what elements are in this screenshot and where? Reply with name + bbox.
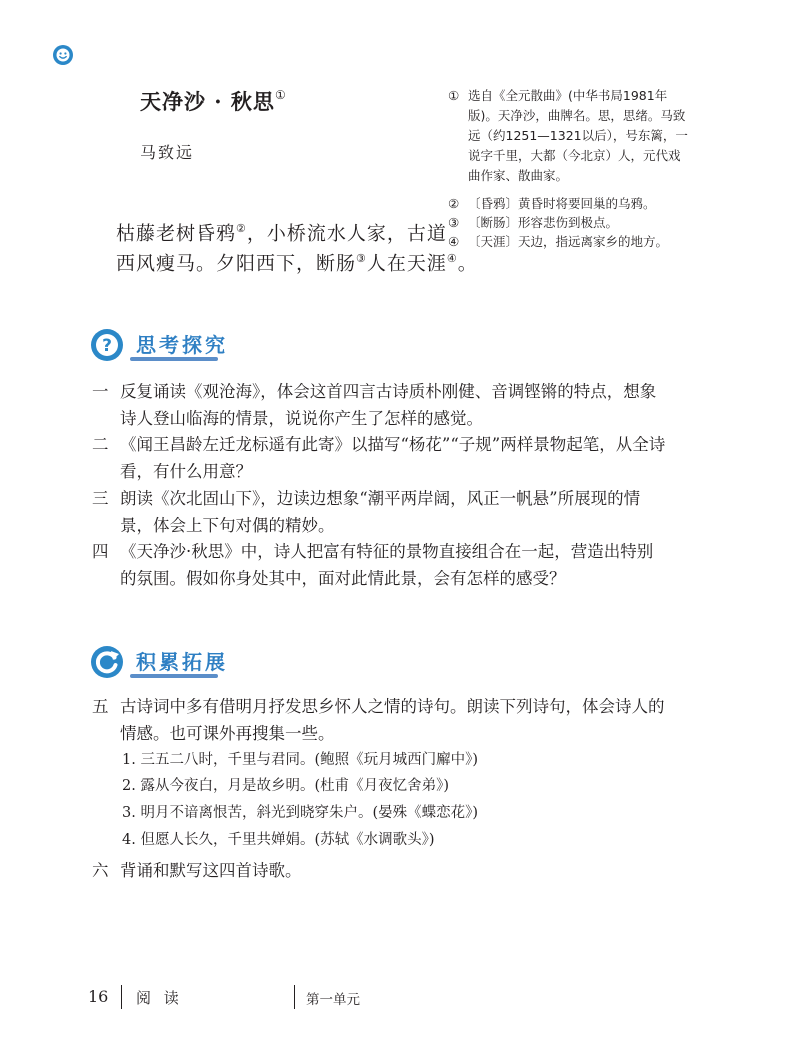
poem-title: 天净沙 · 秋思① xyxy=(140,88,287,114)
footnote-text: 〔天涯〕天边，指远离家乡的地方。 xyxy=(468,234,669,249)
footer-divider xyxy=(121,985,122,1009)
refresh-arrow-icon xyxy=(90,645,124,679)
smiley-icon xyxy=(52,44,74,66)
question-circle-icon xyxy=(90,328,124,362)
poem-quote-item: 1. 三五二八时，千里与君同。(鲍照《玩月城西门廨中》) xyxy=(122,752,479,768)
poem-author: 马致远 xyxy=(140,143,195,162)
poem-line: 西风瘦马。夕阳西下，断肠③人在天涯④。 xyxy=(116,252,478,275)
question-text: 《天净沙·秋思》中，诗人把富有特征的景物直接组合在一起，营造出特别的氛围。假如你身处其中，面对此情此景，会有怎样的感受？ xyxy=(120,542,654,588)
question-item xyxy=(92,431,672,485)
question-item xyxy=(92,538,672,592)
footnote-text: 〔昏鸦〕黄昏时将要回巢的乌鸦。 xyxy=(468,196,656,211)
page-number: 16 xyxy=(88,987,109,1006)
question-number: 二 xyxy=(92,435,109,454)
footnote-ref-4: ④ xyxy=(446,252,458,265)
footnote-ref-3: ③ xyxy=(356,252,367,265)
footnote: ④ 〔天涯〕天边，指远离家乡的地方。 xyxy=(448,232,688,252)
footnote-text: 选自《全元散曲》(中华书局1981年版)。天净沙，曲牌名。思，思绪。马致远（约1251—1321以后），号东篱，一说字千里，大都（今北京）人，元代戏曲作家、散曲家。 xyxy=(468,88,688,183)
footnote: ① 选自《全元散曲》(中华书局1981年版)。天净沙，曲牌名。思，思绪。马致远（约1251—1321以后），号东篱，一说字千里，大都（今北京）人，元代戏曲作家、散曲家。 xyxy=(448,86,688,196)
section-title-explore: 思考探究 xyxy=(136,333,228,357)
question-text: 《闻王昌龄左迁龙标遥有此寄》以描写“杨花”“子规”两样景物起笔，从全诗看，有什么用意？ xyxy=(120,435,666,481)
svg-text:?: ? xyxy=(102,336,112,356)
question-number: 六 xyxy=(92,861,109,880)
question-item xyxy=(92,378,672,432)
poem-quote-item: 4. 但愿人长久，千里共婵娟。(苏轼《水调歌头》) xyxy=(122,832,435,848)
footnote: ③ 〔断肠〕形容悲伤到极点。 xyxy=(448,213,688,233)
section-underline xyxy=(130,674,218,678)
question-item xyxy=(92,857,672,884)
footer-divider xyxy=(294,985,295,1009)
poem-line: 枯藤老树昏鸦②，小桥流水人家，古道 xyxy=(116,222,447,245)
question-text: 朗读《次北固山下》，边读边想象“潮平两岸阔，风正一帆悬”所展现的情景，体会上下句对偶的精妙。 xyxy=(120,489,641,535)
question-number: 三 xyxy=(92,489,109,508)
footnote-ref-1: ① xyxy=(274,88,287,102)
question-number: 五 xyxy=(92,697,109,716)
section-underline xyxy=(130,357,218,361)
question-number: 一 xyxy=(92,382,109,401)
footnote-text: 〔断肠〕形容悲伤到极点。 xyxy=(468,215,619,230)
question-text: 反复诵读《观沧海》，体会这首四言古诗质朴刚健、音调铿锵的特点，想象诗人登山临海的情景，说说你产生了怎样的感觉。 xyxy=(120,382,657,428)
section-title-accumulate: 积累拓展 xyxy=(136,650,228,674)
footer-section-label: 阅 读 xyxy=(136,989,183,1007)
footnote: ② 〔昏鸦〕黄昏时将要回巢的乌鸦。 xyxy=(448,194,688,214)
question-text: 背诵和默写这四首诗歌。 xyxy=(120,861,302,880)
footnote-ref-2: ② xyxy=(236,222,247,235)
question-text: 古诗词中多有借明月抒发思乡怀人之情的诗句。朗读下列诗句，体会诗人的情感。也可课外再搜集一些。 xyxy=(120,697,665,743)
poem-quote-item: 3. 明月不谙离恨苦，斜光到晓穿朱户。(晏殊《蝶恋花》) xyxy=(122,805,479,821)
question-number: 四 xyxy=(92,542,109,561)
question-item xyxy=(92,485,672,539)
poem-quote-item: 2. 露从今夜白，月是故乡明。(杜甫《月夜忆舍弟》) xyxy=(122,778,450,794)
footer-unit-label: 第一单元 xyxy=(306,992,360,1008)
question-item xyxy=(92,693,672,747)
